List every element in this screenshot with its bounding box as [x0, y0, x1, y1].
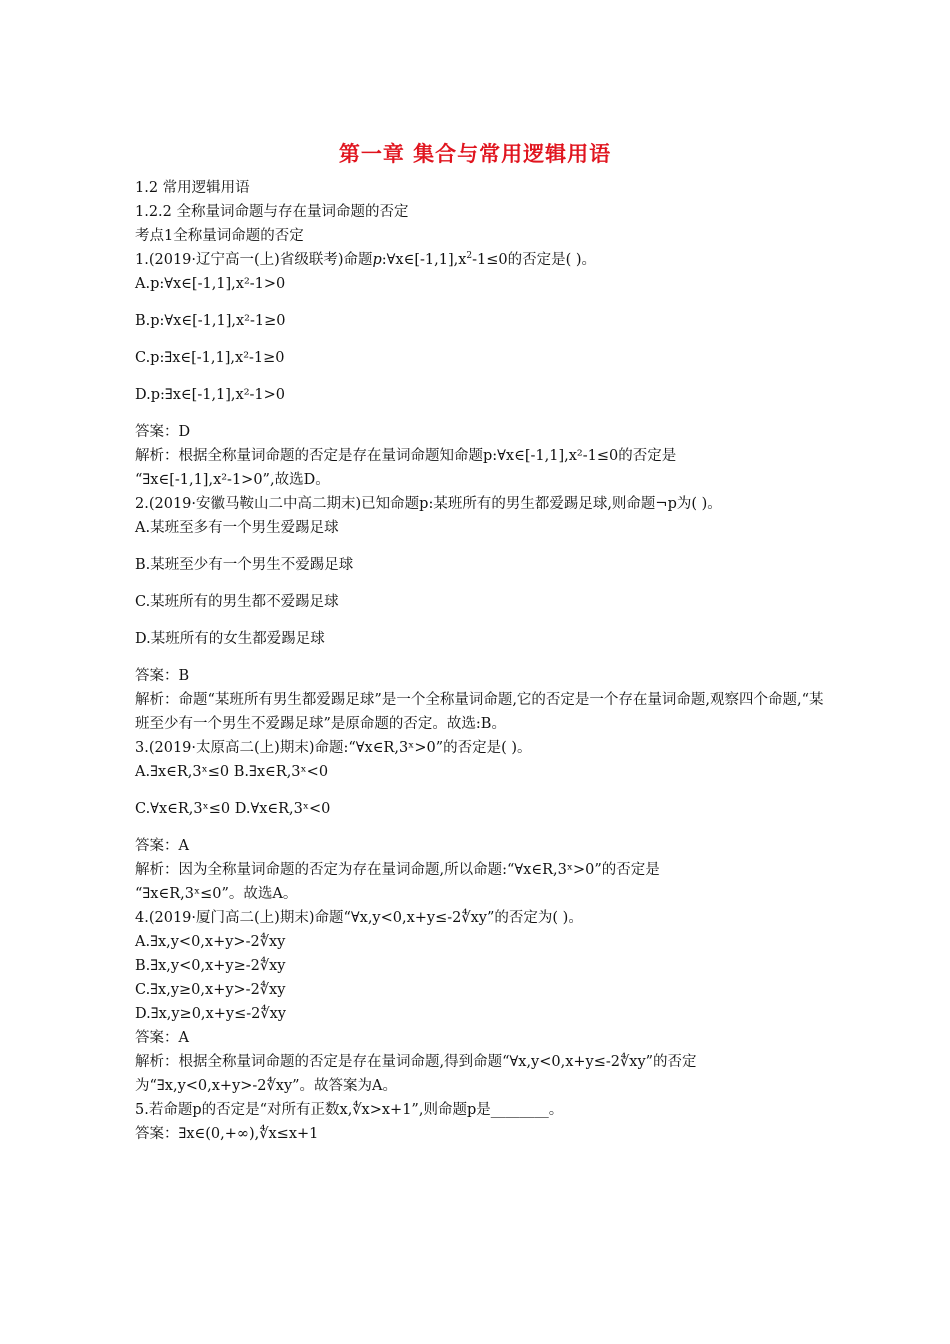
question-3-options-ab: A.∃x∈R,3ˣ≤0 B.∃x∈R,3ˣ<0: [135, 764, 329, 780]
question-1-option-a: A.p:∀x∈[-1,1],x²-1>0: [135, 276, 286, 292]
question-3-stem: 3.(2019·太原高二(上)期末)命题:“∀x∈R,3ˣ>0”的否定是( )。: [135, 740, 532, 756]
question-5-stem: 5.若命题p的否定是“对所有正数x,∜x>x+1”,则命题p是________。: [135, 1102, 564, 1118]
question-1-answer: 答案：D: [135, 424, 191, 440]
question-1-explanation-line-1: 解析：根据全称量词命题的否定是存在量词命题知命题p:∀x∈[-1,1],x²-1≤0的否定是: [135, 448, 677, 464]
question-2-explanation: 解析：命题“某班所有男生都爱踢足球”是一个全称量词命题,它的否定是一个存在量词命题,观察四个命题,“某班至少有一个男生不爱踢足球”是原命题的否定。故选:B。: [135, 692, 824, 732]
question-2-stem: 2.(2019·安徽马鞍山二中高二期末)已知命题p:某班所有的男生都爱踢足球,则命题¬p为( )。: [135, 496, 722, 512]
question-4-explanation: 解析：根据全称量词命题的否定是存在量词命题,得到命题“∀x,y<0,x+y≤-2∜xy”的否定为“∃x,y<0,x+y>-2∜xy”。故答案为A。: [135, 1054, 697, 1094]
question-1-explanation-line-2: “∃x∈[-1,1],x²-1>0”,故选D。: [135, 472, 330, 488]
question-4-option-c: C.∃x,y≥0,x+y>-2∜xy: [135, 982, 286, 998]
question-2-option-b: B.某班至少有一个男生不爱踢足球: [135, 557, 354, 573]
question-5-answer: 答案：∃x∈(0,+∞),∜x≤x+1: [135, 1126, 319, 1142]
question-1-option-b: B.p:∀x∈[-1,1],x²-1≥0: [135, 313, 286, 329]
question-3-options-cd: C.∀x∈R,3ˣ≤0 D.∀x∈R,3ˣ<0: [135, 801, 331, 817]
question-4-option-b: B.∃x,y<0,x+y≥-2∜xy: [135, 958, 286, 974]
chapter-title: 第一章 集合与常用逻辑用语: [338, 141, 612, 166]
question-4-answer: 答案：A: [135, 1030, 189, 1046]
content-body: [135, 176, 825, 1146]
question-3-explanation-line-2: “∃x∈R,3ˣ≤0”。故选A。: [135, 886, 298, 902]
question-2-option-d: D.某班所有的女生都爱踢足球: [135, 631, 325, 647]
subsection-heading: 1.2.2 全称量词命题与存在量词命题的否定: [135, 204, 409, 220]
question-4-option-a: A.∃x,y<0,x+y>-2∜xy: [135, 934, 286, 950]
question-3-explanation-line-1: 解析：因为全称量词命题的否定为存在量词命题,所以命题:“∀x∈R,3ˣ>0”的否定是: [135, 862, 660, 878]
question-4-stem: 4.(2019·厦门高二(上)期末)命题“∀x,y<0,x+y≤-2∜xy”的否定为( )。: [135, 910, 583, 926]
section-heading: 1.2 常用逻辑用语: [135, 180, 250, 196]
topic-heading: 考点1全称量词命题的否定: [135, 228, 304, 244]
question-2-answer: 答案：B: [135, 668, 190, 684]
question-3-answer: 答案：A: [135, 838, 189, 854]
question-2-option-c: C.某班所有的男生都不爱踢足球: [135, 594, 339, 610]
question-1-option-c: C.p:∃x∈[-1,1],x²-1≥0: [135, 350, 285, 366]
question-2-option-a: A.某班至多有一个男生爱踢足球: [135, 520, 339, 536]
question-4-option-d: D.∃x,y≥0,x+y≤-2∜xy: [135, 1006, 286, 1022]
question-1-option-d: D.p:∃x∈[-1,1],x²-1>0: [135, 387, 286, 403]
question-1-stem: 1.(2019·辽宁高一(上)省级联考)命题$p:\forall x\in[-1,1],x^2-1\le 0$的否定是( )。: [135, 251, 597, 268]
